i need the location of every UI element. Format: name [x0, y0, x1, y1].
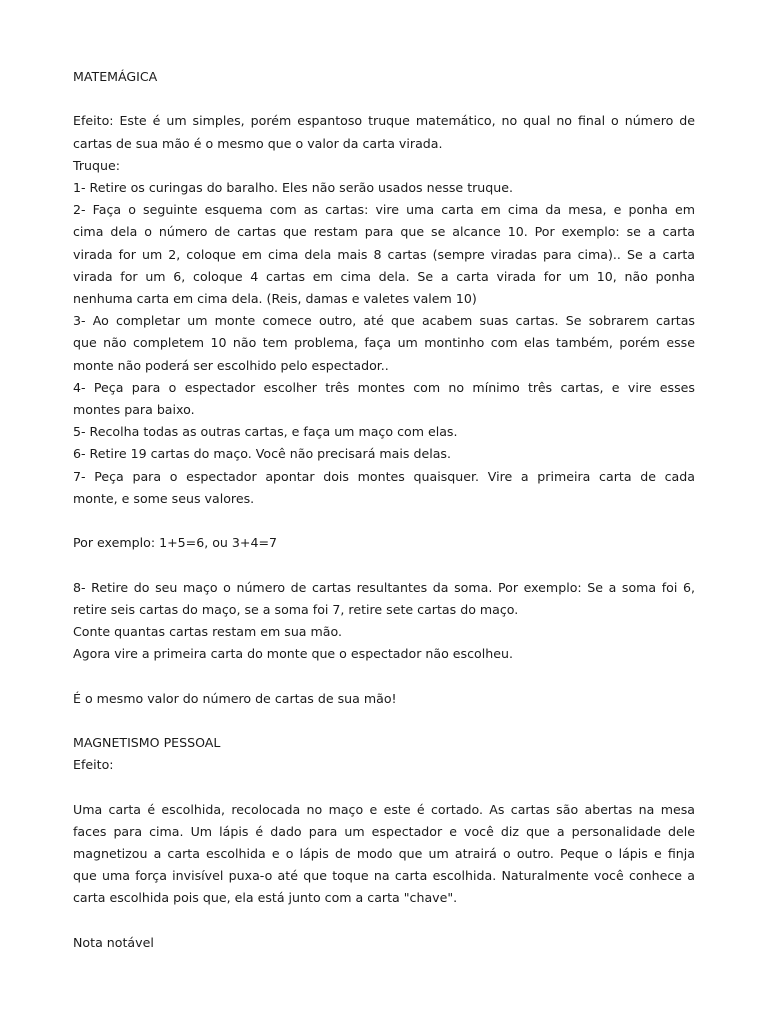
step-6: 6- Retire 19 cartas do maço. Você não precisará mais delas. — [73, 446, 451, 462]
conclusion-line: É o mesmo valor do número de cartas de sua mão! — [73, 690, 397, 706]
text-line: magnetizou a carta escolhida e o lápis de modo que um atrairá o outro. Peque o lápis e finja — [73, 846, 695, 862]
step-1: 1- Retire os curingas do baralho. Eles não serão usados nesse truque. — [73, 180, 514, 195]
example-line: Por exemplo: 1+5=6, ou 3+4=7 — [73, 535, 278, 551]
document-page — [73, 66, 695, 954]
step-8 — [73, 577, 695, 621]
step-7 — [73, 466, 695, 510]
step-4 — [73, 377, 695, 421]
text-line: nenhuma carta em cima dela. (Reis, damas e valetes valem 10) — [73, 291, 477, 307]
spacer — [73, 710, 695, 732]
flip-line: Agora vire a primeira carta do monte que o espectador não escolheu. — [73, 646, 513, 662]
spacer — [73, 554, 695, 576]
truque-label: Truque: — [73, 157, 120, 173]
spacer — [73, 510, 695, 532]
step-2 — [73, 199, 695, 310]
text-line: cartas de sua mão é o mesmo que o valor da carta virada. — [73, 135, 443, 151]
text-line: 2- Faça o seguinte esquema com as cartas: vire uma carta em cima da mesa, e ponha em — [73, 202, 695, 218]
text-line: 3- Ao completar um monte comece outro, até que acabem suas cartas. Se sobrarem cartas — [73, 313, 695, 329]
step-5: 5- Recolha todas as outras cartas, e faça um maço com elas. — [73, 424, 458, 440]
spacer — [73, 665, 695, 687]
text-line: 4- Peça para o espectador escolher três montes com no mínimo três cartas, e vire esses — [73, 379, 695, 395]
note-line: Nota notável — [73, 934, 154, 950]
count-line: Conte quantas cartas restam em sua mão. — [73, 624, 342, 640]
efeito-paragraph — [73, 110, 695, 154]
text-line: monte, e some seus valores. — [73, 490, 255, 506]
spacer — [73, 88, 695, 110]
text-line: que uma força invisível puxa-o até que toque na carta escolhida. Naturalmente você conhece a — [73, 868, 695, 884]
text-line: 8- Retire do seu maço o número de cartas resultantes da soma. Por exemplo: Se a soma foi 6, — [73, 579, 695, 595]
step-3 — [73, 310, 695, 377]
magnetismo-paragraph — [73, 799, 695, 910]
section-title-matemagica: MATEMÁGICA — [73, 69, 158, 84]
text-line: cima dela o número de cartas que restam para que se alcance 10. Por exemplo: se a carta — [73, 224, 695, 240]
text-line: Uma carta é escolhida, recolocada no maço e este é cortado. As cartas são abertas na mesa — [73, 801, 695, 817]
efeito-label: Efeito: — [73, 757, 114, 773]
text-line: virada for um 2, coloque em cima dela mais 8 cartas (sempre viradas para cima).. Se a carta — [73, 246, 695, 262]
spacer — [73, 910, 695, 932]
text-line: Efeito: Este é um simples, porém espantoso truque matemático, no qual no final o número de — [73, 113, 695, 129]
section-title-magnetismo: MAGNETISMO PESSOAL — [73, 735, 221, 751]
text-line: montes para baixo. — [73, 402, 195, 418]
text-line: 7- Peça para o espectador apontar dois montes quaisquer. Vire a primeira carta de cada — [73, 468, 695, 484]
text-line: faces para cima. Um lápis é dado para um espectador e você diz que a personalidade dele — [73, 823, 695, 839]
text-line: que não completem 10 não tem problema, faça um montinho com elas também, porém esse — [73, 335, 695, 351]
spacer — [73, 776, 695, 798]
text-line: virada for um 6, coloque 4 cartas em cima dela. Se a carta virada for um 10, não ponha — [73, 268, 695, 284]
text-line: monte não poderá ser escolhido pelo espectador.. — [73, 357, 389, 373]
text-line: carta escolhida pois que, ela está junto com a carta "chave". — [73, 890, 458, 906]
text-line: retire seis cartas do maço, se a soma foi 7, retire sete cartas do maço. — [73, 601, 519, 617]
